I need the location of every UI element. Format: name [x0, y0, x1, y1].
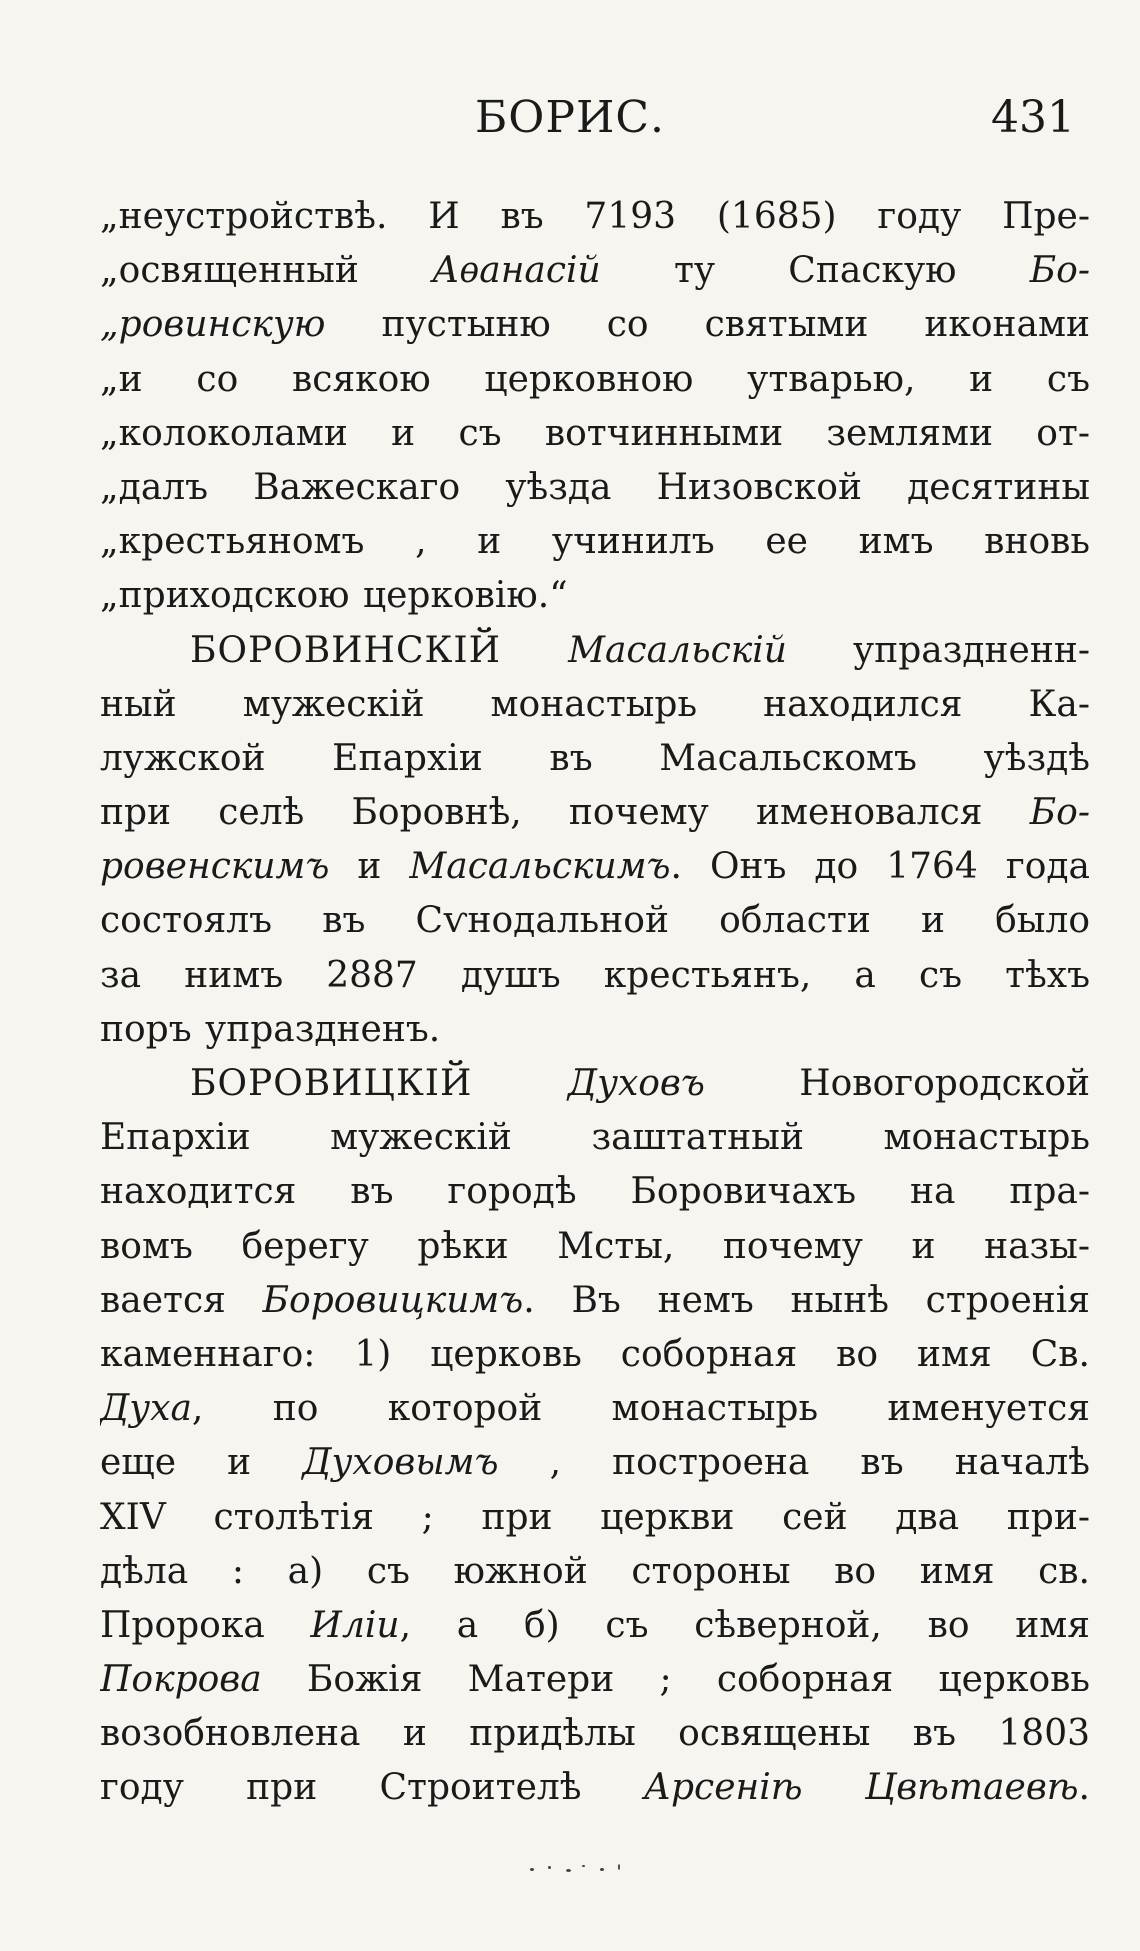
text-line: ровенскимъ и Масальскимъ. Онъ до 1764 года [100, 846, 1090, 888]
text-line: вомъ берегу рѣки Мсты, почему и назы- [100, 1225, 1090, 1267]
text-line: каменнаго: 1) церковь соборная во имя Св. [100, 1333, 1090, 1375]
text-line: „ровинскую пустыню со святыми иконами [100, 304, 1090, 346]
text-line: Покрова Божія Матери ; соборная церковь [100, 1659, 1090, 1701]
text-line: „приходскою церковію.“ [100, 575, 568, 617]
text-line: году при Строителѣ Арсеніѣ Цвѣтаевѣ. [100, 1767, 1090, 1809]
text-line: „крестьяномъ , и учинилъ ее имъ вновь [100, 521, 1090, 563]
page-number: 431 [991, 92, 1075, 143]
text-line: возобновлена и придѣлы освящены въ 1803 [100, 1713, 1090, 1755]
text-line: вается Боровицкимъ. Въ немъ нынѣ строенія [100, 1279, 1090, 1321]
text-line: Епархіи мужескій заштатный монастырь [100, 1117, 1090, 1159]
page-title: БОРИС. [474, 92, 666, 143]
text-line: лужской Епархіи въ Масальскомъ уѣздѣ [100, 737, 1090, 779]
text-line: находится въ городѣ Боровичахъ на пра- [100, 1171, 1090, 1213]
body-text [100, 190, 1090, 1816]
print-specks [520, 1860, 640, 1880]
running-head [0, 92, 1140, 152]
text-line: „далъ Важескаго уѣзда Низовской десятины [100, 466, 1090, 508]
text-line: поръ упраздненъ. [100, 1008, 441, 1050]
text-line: Пророка Иліи, а б) съ сѣверной, во имя [100, 1604, 1090, 1646]
text-line: „колоколами и съ вотчинными землями от- [100, 412, 1090, 454]
text-line: ный мужескій монастырь находился Ка- [100, 683, 1090, 725]
text-line: XIV столѣтія ; при церкви сей два при- [100, 1496, 1090, 1538]
entry-heading-line: БОРОВИНСКІЙ Масальскій упраздненн- [190, 629, 1090, 671]
text-line: „освященный Аѳанасій ту Спаскую Бо- [100, 250, 1090, 292]
text-line: за нимъ 2887 душъ крестьянъ, а съ тѣхъ [100, 954, 1090, 996]
text-line: дѣла : а) съ южной стороны во имя св. [100, 1550, 1090, 1592]
text-line: „и со всякою церковною утварью, и съ [100, 358, 1090, 400]
text-line: состоялъ въ Сѵнодальной области и было [100, 900, 1090, 942]
text-line: при селѣ Боровнѣ, почему именовался Бо- [100, 792, 1090, 834]
text-line: Духа, по которой монастырь именуется [100, 1388, 1090, 1430]
entry-heading-line: БОРОВИЦКІЙ Духовъ Новогородской [190, 1063, 1090, 1104]
text-line: еще и Духовымъ , построена въ началѣ [100, 1442, 1090, 1484]
text-line: „неустройствѣ. И въ 7193 (1685) году Пре- [100, 196, 1090, 237]
